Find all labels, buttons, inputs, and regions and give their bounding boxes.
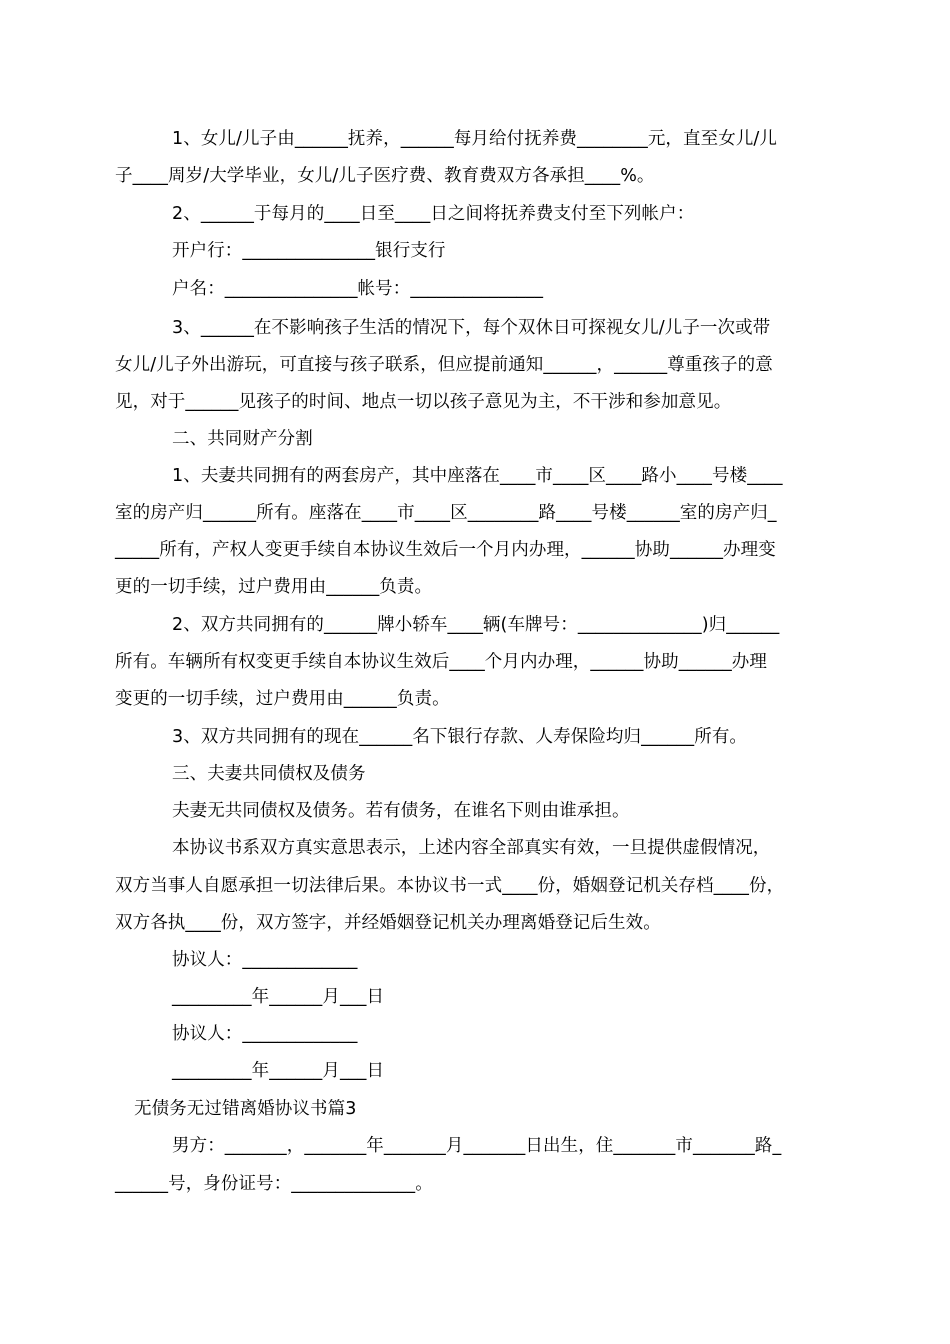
- paragraph-real-estate-line-2: 室的房产归______所有。座落在____市____区________路____号楼______室的房产归_: [115, 503, 777, 523]
- paragraph-declaration-line-3: 双方各执____份，双方签字，并经婚姻登记机关办理离婚登记后生效。: [115, 913, 661, 933]
- husband-info-line-2: ______号，身份证号：______________。: [115, 1174, 433, 1194]
- paragraph-visitation-line-3: 见，对于______见孩子的时间、地点一切以孩子意见为主，不干涉和参加意见。: [115, 392, 732, 412]
- paragraph-real-estate-line-3: _____所有，产权人变更手续自本协议生效后一个月内办理，______协助______办理变: [115, 540, 776, 560]
- paragraph-visitation-line-1: 3、______在不影响孩子生活的情况下，每个双休日可探视女儿/儿子一次或带: [172, 318, 771, 338]
- section-heading-property: 二、共同财产分割: [172, 429, 313, 449]
- paragraph-real-estate-line-1: 1、夫妻共同拥有的两套房产，其中座落在____市____区____路小____号楼____: [172, 466, 783, 486]
- paragraph-visitation-line-2: 女儿/儿子外出游玩，可直接与孩子联系，但应提前通知______，______尊重孩子的意: [115, 355, 773, 375]
- section-heading-debts: 三、夫妻共同债权及债务: [172, 764, 366, 784]
- paragraph-payment-schedule: 2、______于每月的____日至____日之间将抚养费支付至下列帐户：: [172, 204, 695, 224]
- paragraph-savings-insurance: 3、双方共同拥有的现在______名下银行存款、人寿保险均归______所有。: [172, 727, 748, 747]
- section-title-agreement-3: 无债务无过错离婚协议书篇3: [134, 1099, 357, 1119]
- paragraph-child-custody-line-2: 子____周岁/大学毕业，女儿/儿子医疗费、教育费双方各承担____%。: [115, 166, 655, 186]
- account-name-number-line: 户名：_______________帐号：_______________: [172, 279, 544, 299]
- paragraph-vehicle-line-1: 2、双方共同拥有的______牌小轿车____辆(车牌号：______________)归______: [172, 615, 780, 635]
- paragraph-child-custody-line-1: 1、女儿/儿子由______抚养，______每月给付抚养费________元，直至女儿/儿: [172, 129, 778, 149]
- paragraph-vehicle-line-3: 变更的一切手续，过户费用由______负责。: [115, 689, 450, 709]
- date-line-1: _________年______月___日: [172, 987, 385, 1007]
- paragraph-vehicle-line-2: 所有。车辆所有权变更手续自本协议生效后____个月内办理，______协助______办理: [115, 652, 767, 672]
- bank-branch-line: 开户行：_______________银行支行: [172, 241, 446, 261]
- paragraph-real-estate-line-4: 更的一切手续，过户费用由______负责。: [115, 577, 433, 597]
- paragraph-no-debts: 夫妻无共同债权及债务。若有债务，在谁名下则由谁承担。: [172, 801, 630, 821]
- signatory-line-2: 协议人：_____________: [172, 1024, 358, 1044]
- signatory-line-1: 协议人：_____________: [172, 950, 358, 970]
- date-line-2: _________年______月___日: [172, 1061, 385, 1081]
- paragraph-declaration-line-2: 双方当事人自愿承担一切法律后果。本协议书一式____份，婚姻登记机关存档____份，: [115, 876, 785, 896]
- husband-info-line-1: 男方：_______，_______年_______月_______日出生，住_______市_______路_: [172, 1136, 782, 1156]
- paragraph-declaration-line-1: 本协议书系双方真实意思表示，上述内容全部真实有效，一旦提供虚假情况，: [172, 838, 771, 858]
